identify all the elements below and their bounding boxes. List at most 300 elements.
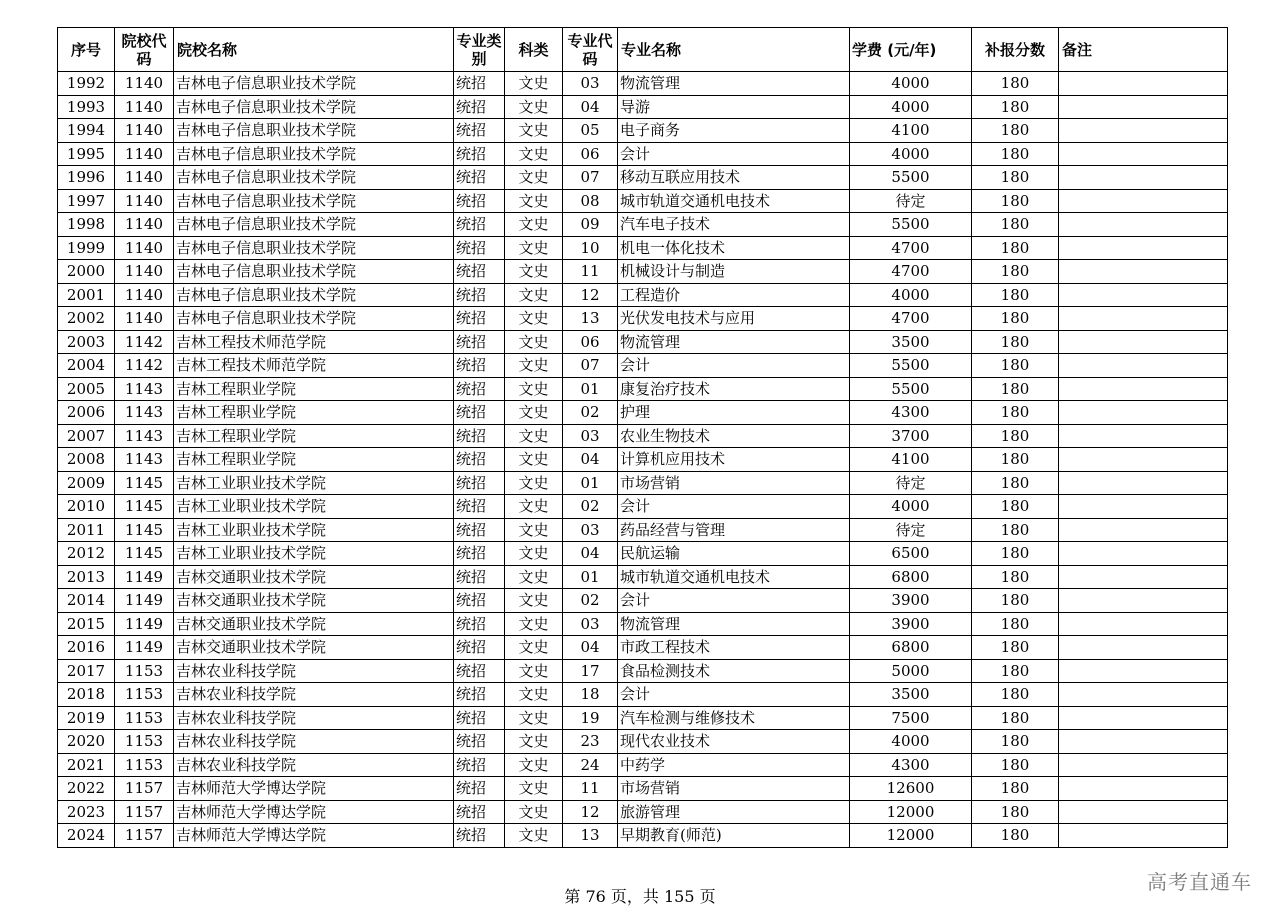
cell-school-name: 吉林电子信息职业技术学院 [174, 142, 454, 166]
cell-note [1059, 377, 1228, 401]
cell-score: 180 [972, 565, 1059, 589]
table-row [58, 495, 1228, 519]
table-row [58, 354, 1228, 378]
cell-note [1059, 636, 1228, 660]
cell-score: 180 [972, 495, 1059, 519]
cell-major-category: 统招 [454, 236, 505, 260]
cell-major-name: 会计 [618, 683, 850, 707]
table-row [58, 213, 1228, 237]
cell-school-code: 1143 [115, 448, 174, 472]
cell-major-code: 07 [563, 354, 618, 378]
cell-major-name: 早期教育(师范) [618, 824, 850, 848]
cell-major-name: 机械设计与制造 [618, 260, 850, 284]
cell-major-name: 电子商务 [618, 119, 850, 143]
cell-seq: 2008 [58, 448, 115, 472]
cell-score: 180 [972, 260, 1059, 284]
cell-score: 180 [972, 706, 1059, 730]
cell-score: 180 [972, 95, 1059, 119]
cell-subject: 文史 [505, 659, 563, 683]
cell-subject: 文史 [505, 753, 563, 777]
cell-major-category: 统招 [454, 260, 505, 284]
cell-school-name: 吉林电子信息职业技术学院 [174, 166, 454, 190]
cell-seq: 2003 [58, 330, 115, 354]
table-row [58, 612, 1228, 636]
cell-school-code: 1140 [115, 213, 174, 237]
cell-school-code: 1140 [115, 236, 174, 260]
cell-score: 180 [972, 189, 1059, 213]
cell-subject: 文史 [505, 307, 563, 331]
table-row [58, 260, 1228, 284]
cell-fee: 12600 [850, 777, 972, 801]
cell-school-name: 吉林交通职业技术学院 [174, 612, 454, 636]
cell-school-code: 1145 [115, 518, 174, 542]
cell-note [1059, 448, 1228, 472]
table-row [58, 189, 1228, 213]
cell-note [1059, 612, 1228, 636]
cell-subject: 文史 [505, 800, 563, 824]
cell-major-category: 统招 [454, 95, 505, 119]
cell-fee: 7500 [850, 706, 972, 730]
cell-note [1059, 706, 1228, 730]
cell-seq: 1999 [58, 236, 115, 260]
cell-fee: 6500 [850, 542, 972, 566]
cell-school-name: 吉林电子信息职业技术学院 [174, 95, 454, 119]
cell-school-code: 1149 [115, 612, 174, 636]
cell-note [1059, 824, 1228, 848]
header-major-code: 专业代码 [563, 28, 618, 72]
cell-note [1059, 283, 1228, 307]
cell-school-code: 1140 [115, 307, 174, 331]
cell-school-code: 1149 [115, 589, 174, 613]
cell-major-category: 统招 [454, 377, 505, 401]
cell-school-name: 吉林电子信息职业技术学院 [174, 260, 454, 284]
header-row [58, 28, 1228, 72]
cell-major-name: 市场营销 [618, 471, 850, 495]
cell-major-name: 移动互联应用技术 [618, 166, 850, 190]
cell-major-code: 11 [563, 777, 618, 801]
cell-major-name: 物流管理 [618, 612, 850, 636]
cell-subject: 文史 [505, 401, 563, 425]
cell-note [1059, 401, 1228, 425]
cell-score: 180 [972, 659, 1059, 683]
cell-fee: 12000 [850, 800, 972, 824]
cell-school-name: 吉林师范大学博达学院 [174, 824, 454, 848]
cell-major-code: 12 [563, 800, 618, 824]
cell-major-category: 统招 [454, 401, 505, 425]
cell-school-code: 1143 [115, 377, 174, 401]
cell-school-code: 1153 [115, 683, 174, 707]
cell-seq: 2005 [58, 377, 115, 401]
cell-major-category: 统招 [454, 72, 505, 96]
cell-subject: 文史 [505, 706, 563, 730]
cell-score: 180 [972, 448, 1059, 472]
cell-school-code: 1140 [115, 119, 174, 143]
cell-major-category: 统招 [454, 824, 505, 848]
cell-school-code: 1140 [115, 95, 174, 119]
cell-major-code: 09 [563, 213, 618, 237]
cell-school-code: 1142 [115, 330, 174, 354]
cell-score: 180 [972, 283, 1059, 307]
cell-fee: 待定 [850, 189, 972, 213]
cell-school-name: 吉林农业科技学院 [174, 659, 454, 683]
cell-school-name: 吉林电子信息职业技术学院 [174, 236, 454, 260]
cell-score: 180 [972, 377, 1059, 401]
cell-major-code: 02 [563, 589, 618, 613]
admission-table [57, 27, 1228, 848]
cell-major-name: 计算机应用技术 [618, 448, 850, 472]
cell-score: 180 [972, 119, 1059, 143]
header-subject: 科类 [505, 28, 563, 72]
cell-major-category: 统招 [454, 589, 505, 613]
cell-school-name: 吉林农业科技学院 [174, 753, 454, 777]
cell-fee: 5000 [850, 659, 972, 683]
cell-fee: 待定 [850, 518, 972, 542]
cell-fee: 5500 [850, 166, 972, 190]
cell-seq: 2007 [58, 424, 115, 448]
table-row [58, 377, 1228, 401]
cell-major-code: 03 [563, 424, 618, 448]
cell-score: 180 [972, 142, 1059, 166]
cell-note [1059, 424, 1228, 448]
cell-major-code: 13 [563, 307, 618, 331]
cell-school-name: 吉林工业职业技术学院 [174, 518, 454, 542]
cell-seq: 1994 [58, 119, 115, 143]
cell-school-name: 吉林师范大学博达学院 [174, 800, 454, 824]
cell-score: 180 [972, 518, 1059, 542]
cell-seq: 2017 [58, 659, 115, 683]
cell-school-name: 吉林工业职业技术学院 [174, 542, 454, 566]
cell-major-category: 统招 [454, 730, 505, 754]
cell-major-code: 04 [563, 636, 618, 660]
cell-major-name: 旅游管理 [618, 800, 850, 824]
cell-subject: 文史 [505, 354, 563, 378]
cell-school-code: 1157 [115, 800, 174, 824]
table-row [58, 236, 1228, 260]
table-row [58, 401, 1228, 425]
cell-fee: 3900 [850, 589, 972, 613]
cell-seq: 1995 [58, 142, 115, 166]
cell-note [1059, 565, 1228, 589]
cell-major-category: 统招 [454, 283, 505, 307]
cell-major-name: 会计 [618, 354, 850, 378]
table-row [58, 683, 1228, 707]
cell-note [1059, 542, 1228, 566]
cell-score: 180 [972, 330, 1059, 354]
cell-seq: 2018 [58, 683, 115, 707]
cell-seq: 2019 [58, 706, 115, 730]
header-score: 补报分数 [972, 28, 1059, 72]
table-row [58, 777, 1228, 801]
cell-subject: 文史 [505, 119, 563, 143]
cell-score: 180 [972, 753, 1059, 777]
table-row [58, 283, 1228, 307]
cell-subject: 文史 [505, 495, 563, 519]
cell-subject: 文史 [505, 589, 563, 613]
cell-major-category: 统招 [454, 424, 505, 448]
table-row [58, 706, 1228, 730]
cell-seq: 2015 [58, 612, 115, 636]
cell-major-code: 03 [563, 72, 618, 96]
cell-major-name: 物流管理 [618, 330, 850, 354]
cell-seq: 2022 [58, 777, 115, 801]
cell-note [1059, 236, 1228, 260]
cell-seq: 2011 [58, 518, 115, 542]
cell-school-name: 吉林电子信息职业技术学院 [174, 189, 454, 213]
cell-school-code: 1140 [115, 189, 174, 213]
cell-subject: 文史 [505, 330, 563, 354]
table-row [58, 142, 1228, 166]
cell-major-name: 汽车电子技术 [618, 213, 850, 237]
cell-seq: 2000 [58, 260, 115, 284]
cell-score: 180 [972, 236, 1059, 260]
cell-major-code: 07 [563, 166, 618, 190]
cell-seq: 2012 [58, 542, 115, 566]
header-major-category: 专业类别 [454, 28, 505, 72]
cell-major-name: 市场营销 [618, 777, 850, 801]
cell-school-code: 1145 [115, 471, 174, 495]
cell-fee: 3500 [850, 683, 972, 707]
cell-note [1059, 753, 1228, 777]
cell-seq: 2024 [58, 824, 115, 848]
cell-seq: 2023 [58, 800, 115, 824]
cell-school-code: 1140 [115, 283, 174, 307]
cell-subject: 文史 [505, 824, 563, 848]
cell-major-code: 06 [563, 330, 618, 354]
cell-school-name: 吉林电子信息职业技术学院 [174, 283, 454, 307]
cell-note [1059, 800, 1228, 824]
cell-major-code: 08 [563, 189, 618, 213]
cell-note [1059, 471, 1228, 495]
cell-major-name: 机电一体化技术 [618, 236, 850, 260]
watermark: 高考直通车 [1147, 870, 1252, 894]
cell-major-name: 中药学 [618, 753, 850, 777]
cell-note [1059, 213, 1228, 237]
cell-seq: 2006 [58, 401, 115, 425]
cell-note [1059, 189, 1228, 213]
cell-major-code: 13 [563, 824, 618, 848]
header-school-name: 院校名称 [174, 28, 454, 72]
cell-school-code: 1140 [115, 260, 174, 284]
cell-major-name: 药品经营与管理 [618, 518, 850, 542]
cell-score: 180 [972, 401, 1059, 425]
cell-subject: 文史 [505, 95, 563, 119]
cell-major-code: 18 [563, 683, 618, 707]
cell-major-category: 统招 [454, 471, 505, 495]
cell-fee: 5500 [850, 377, 972, 401]
cell-major-code: 24 [563, 753, 618, 777]
cell-major-category: 统招 [454, 213, 505, 237]
cell-score: 180 [972, 166, 1059, 190]
cell-major-name: 现代农业技术 [618, 730, 850, 754]
cell-major-code: 05 [563, 119, 618, 143]
table-row [58, 824, 1228, 848]
table-row [58, 565, 1228, 589]
cell-major-category: 统招 [454, 706, 505, 730]
cell-school-name: 吉林工程职业学院 [174, 424, 454, 448]
cell-subject: 文史 [505, 636, 563, 660]
table-row [58, 72, 1228, 96]
cell-major-category: 统招 [454, 354, 505, 378]
table-row [58, 166, 1228, 190]
table-row [58, 659, 1228, 683]
cell-fee: 6800 [850, 636, 972, 660]
page-footer: 第 76 页，共 155 页 [564, 887, 716, 906]
cell-seq: 2010 [58, 495, 115, 519]
cell-school-code: 1142 [115, 354, 174, 378]
cell-score: 180 [972, 542, 1059, 566]
cell-major-name: 食品检测技术 [618, 659, 850, 683]
cell-school-code: 1157 [115, 777, 174, 801]
cell-school-name: 吉林工业职业技术学院 [174, 471, 454, 495]
table-row [58, 753, 1228, 777]
cell-subject: 文史 [505, 777, 563, 801]
cell-school-name: 吉林交通职业技术学院 [174, 589, 454, 613]
cell-fee: 4000 [850, 283, 972, 307]
cell-major-code: 06 [563, 142, 618, 166]
cell-seq: 2004 [58, 354, 115, 378]
cell-school-name: 吉林电子信息职业技术学院 [174, 72, 454, 96]
cell-major-name: 物流管理 [618, 72, 850, 96]
cell-seq: 1997 [58, 189, 115, 213]
cell-subject: 文史 [505, 72, 563, 96]
cell-fee: 4000 [850, 95, 972, 119]
cell-fee: 12000 [850, 824, 972, 848]
cell-school-code: 1140 [115, 72, 174, 96]
cell-major-code: 04 [563, 448, 618, 472]
cell-school-name: 吉林工程职业学院 [174, 401, 454, 425]
cell-subject: 文史 [505, 565, 563, 589]
cell-school-name: 吉林电子信息职业技术学院 [174, 307, 454, 331]
cell-school-code: 1153 [115, 730, 174, 754]
cell-subject: 文史 [505, 213, 563, 237]
table-body [58, 72, 1228, 848]
table-row [58, 307, 1228, 331]
cell-major-code: 01 [563, 565, 618, 589]
cell-major-name: 城市轨道交通机电技术 [618, 565, 850, 589]
cell-major-code: 03 [563, 518, 618, 542]
cell-school-name: 吉林农业科技学院 [174, 730, 454, 754]
cell-major-category: 统招 [454, 495, 505, 519]
cell-subject: 文史 [505, 542, 563, 566]
cell-school-name: 吉林师范大学博达学院 [174, 777, 454, 801]
cell-fee: 4700 [850, 307, 972, 331]
cell-major-category: 统招 [454, 777, 505, 801]
cell-school-code: 1153 [115, 659, 174, 683]
cell-major-code: 02 [563, 495, 618, 519]
cell-major-name: 城市轨道交通机电技术 [618, 189, 850, 213]
table-row [58, 636, 1228, 660]
cell-school-name: 吉林电子信息职业技术学院 [174, 119, 454, 143]
cell-subject: 文史 [505, 166, 563, 190]
cell-major-name: 康复治疗技术 [618, 377, 850, 401]
cell-school-name: 吉林交通职业技术学院 [174, 565, 454, 589]
cell-school-code: 1143 [115, 401, 174, 425]
cell-score: 180 [972, 612, 1059, 636]
table-row [58, 589, 1228, 613]
cell-subject: 文史 [505, 730, 563, 754]
cell-note [1059, 495, 1228, 519]
cell-subject: 文史 [505, 683, 563, 707]
cell-subject: 文史 [505, 424, 563, 448]
cell-school-name: 吉林工业职业技术学院 [174, 495, 454, 519]
cell-seq: 1996 [58, 166, 115, 190]
cell-note [1059, 166, 1228, 190]
cell-school-code: 1140 [115, 166, 174, 190]
cell-major-name: 市政工程技术 [618, 636, 850, 660]
cell-major-category: 统招 [454, 753, 505, 777]
cell-major-code: 03 [563, 612, 618, 636]
cell-major-code: 04 [563, 542, 618, 566]
cell-note [1059, 119, 1228, 143]
cell-subject: 文史 [505, 471, 563, 495]
cell-seq: 2009 [58, 471, 115, 495]
cell-major-category: 统招 [454, 119, 505, 143]
cell-note [1059, 730, 1228, 754]
cell-fee: 4000 [850, 142, 972, 166]
cell-major-name: 会计 [618, 589, 850, 613]
cell-seq: 2002 [58, 307, 115, 331]
cell-fee: 3500 [850, 330, 972, 354]
cell-major-code: 01 [563, 471, 618, 495]
table-row [58, 518, 1228, 542]
cell-fee: 4000 [850, 72, 972, 96]
cell-subject: 文史 [505, 260, 563, 284]
cell-major-name: 农业生物技术 [618, 424, 850, 448]
cell-school-name: 吉林交通职业技术学院 [174, 636, 454, 660]
cell-major-category: 统招 [454, 307, 505, 331]
table-row [58, 448, 1228, 472]
cell-note [1059, 518, 1228, 542]
cell-note [1059, 142, 1228, 166]
cell-score: 180 [972, 800, 1059, 824]
table-row [58, 119, 1228, 143]
cell-school-name: 吉林工程职业学院 [174, 377, 454, 401]
cell-major-code: 19 [563, 706, 618, 730]
cell-major-name: 导游 [618, 95, 850, 119]
cell-school-code: 1157 [115, 824, 174, 848]
cell-fee: 4300 [850, 753, 972, 777]
cell-school-code: 1153 [115, 753, 174, 777]
table-row [58, 542, 1228, 566]
cell-school-code: 1149 [115, 636, 174, 660]
cell-seq: 1998 [58, 213, 115, 237]
cell-fee: 4700 [850, 236, 972, 260]
cell-major-name: 民航运输 [618, 542, 850, 566]
cell-major-category: 统招 [454, 612, 505, 636]
cell-seq: 2020 [58, 730, 115, 754]
cell-seq: 2013 [58, 565, 115, 589]
cell-major-category: 统招 [454, 330, 505, 354]
cell-score: 180 [972, 636, 1059, 660]
cell-fee: 4300 [850, 401, 972, 425]
cell-school-code: 1149 [115, 565, 174, 589]
cell-score: 180 [972, 72, 1059, 96]
cell-seq: 2014 [58, 589, 115, 613]
header-seq: 序号 [58, 28, 115, 72]
cell-seq: 2016 [58, 636, 115, 660]
table-row [58, 730, 1228, 754]
cell-note [1059, 260, 1228, 284]
cell-fee: 4700 [850, 260, 972, 284]
cell-school-name: 吉林农业科技学院 [174, 683, 454, 707]
cell-major-name: 会计 [618, 495, 850, 519]
cell-score: 180 [972, 683, 1059, 707]
cell-fee: 3900 [850, 612, 972, 636]
cell-major-name: 汽车检测与维修技术 [618, 706, 850, 730]
cell-major-category: 统招 [454, 659, 505, 683]
cell-note [1059, 659, 1228, 683]
cell-score: 180 [972, 730, 1059, 754]
